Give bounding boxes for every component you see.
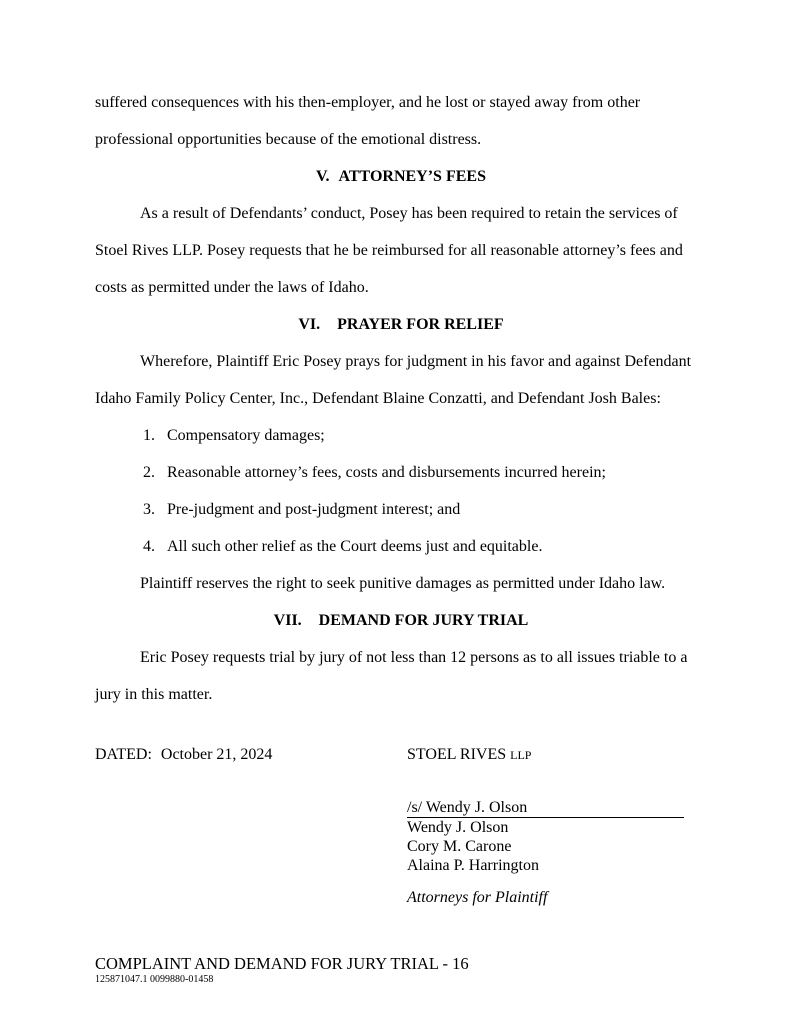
list-item — [95, 491, 707, 528]
signature-block — [407, 798, 697, 907]
section-title: ATTORNEY’S FEES — [338, 168, 486, 185]
dated-value: October 21, 2024 — [160, 746, 273, 763]
list-item-text: Reasonable attorney’s fees, costs and disbursements incurred herein; — [167, 464, 606, 481]
list-item-number: 2. — [143, 464, 155, 481]
attorney-name: Cory M. Carone — [407, 838, 512, 855]
signature-line: /s/ Wendy J. Olson — [407, 798, 684, 818]
section-heading-jury-trial — [95, 602, 707, 639]
page-footer — [95, 954, 755, 986]
prayer-for-relief-paragraph: Wherefore, Plaintiff Eric Posey prays for judgment in his favor and against Defendant Idaho Family Policy Center, Inc., Defendant Blaine Conzatti, and Defendant Josh Bales: — [95, 353, 692, 407]
jury-trial-paragraph: Eric Posey requests trial by jury of not less than 12 persons as to all issues triable to a jury in this matter. — [95, 649, 688, 703]
list-item-text: All such other relief as the Court deems just and equitable. — [167, 538, 543, 555]
firm-name-main: STOEL RIVES — [407, 746, 507, 763]
punitive-damages-paragraph: Plaintiff reserves the right to seek punitive damages as permitted under Idaho law. — [140, 575, 666, 592]
section-number: VI. — [298, 316, 321, 333]
attorney-name: Alaina P. Harrington — [407, 857, 539, 874]
section-title: PRAYER FOR RELIEF — [337, 316, 504, 333]
attorneys-fees-paragraph: As a result of Defendants’ conduct, Posey has been required to retain the services of Stoel Rives LLP. Posey requests that he be reimbursed for all reasonable attorney’s fees and costs as permitted under the laws of Idaho. — [95, 205, 683, 296]
list-item-number: 3. — [143, 501, 155, 518]
section-number: VII. — [273, 612, 302, 629]
dated-row — [95, 745, 707, 765]
section-title: DEMAND FOR JURY TRIAL — [318, 612, 529, 629]
continuation-paragraph: suffered consequences with his then-employer, and he lost or stayed away from other professional opportunities because of the emotional distress. — [95, 94, 641, 148]
list-item — [95, 417, 707, 454]
list-item-text: Pre-judgment and post-judgment interest; and — [167, 501, 461, 518]
firm-name — [407, 745, 531, 765]
footer-document-id: 125871047.1 0099880-01458 — [95, 974, 214, 985]
document-body — [95, 84, 707, 713]
prayer-for-relief-list — [95, 417, 707, 565]
list-item-text: Compensatory damages; — [167, 427, 325, 444]
footer-document-title: COMPLAINT AND DEMAND FOR JURY TRIAL - 16 — [95, 954, 469, 973]
list-item — [95, 454, 707, 491]
list-item — [95, 528, 707, 565]
list-item-number: 4. — [143, 538, 155, 555]
dated-label: DATED: — [95, 746, 152, 763]
list-item-number: 1. — [143, 427, 155, 444]
firm-name-suffix: LLP — [510, 748, 532, 762]
attorneys-for-plaintiff-line: Attorneys for Plaintiff — [407, 889, 548, 906]
section-number: V. — [316, 168, 330, 185]
attorney-name: Wendy J. Olson — [407, 819, 509, 836]
section-heading-attorneys-fees — [95, 158, 707, 195]
section-heading-prayer-for-relief — [95, 306, 707, 343]
